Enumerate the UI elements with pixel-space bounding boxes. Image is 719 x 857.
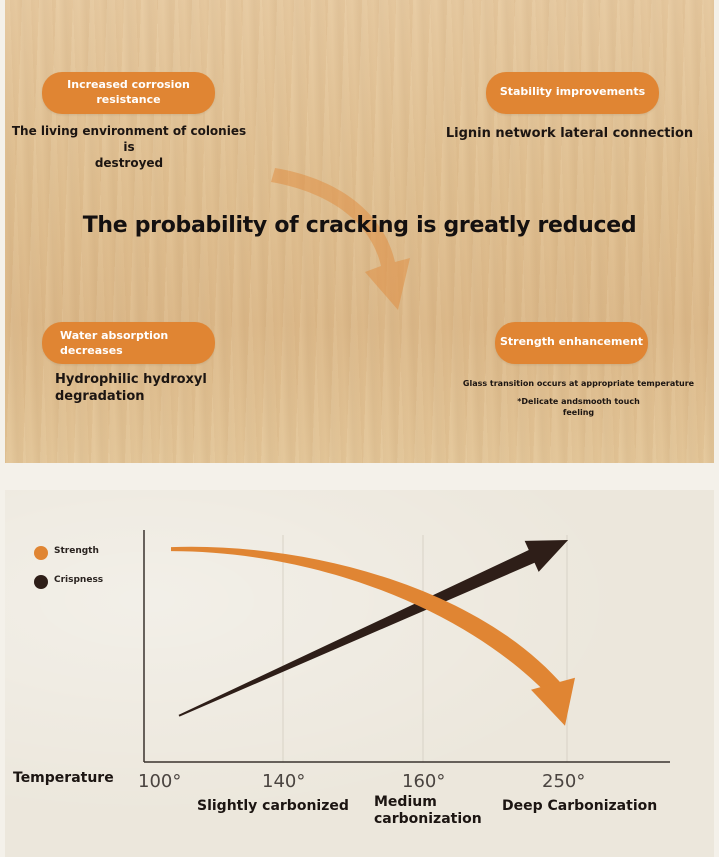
legend-swatch-crispness [34, 575, 48, 589]
wood-panel [5, 0, 714, 463]
badge-line: Strength enhancement [499, 335, 644, 348]
x-tick-label: 140° [262, 771, 306, 792]
text-line: Glass transition occurs at appropriate temperature [462, 379, 695, 388]
x-tick-label: 160° [402, 771, 446, 792]
legend-swatch-strength [34, 546, 48, 560]
text-hydroxyl-degradation [55, 371, 207, 405]
text-lignin-network [425, 125, 714, 142]
text-glass-transition [443, 378, 714, 418]
x-tick-label: 250° [542, 771, 586, 792]
text-line: Hydrophilic hydroxyl [55, 372, 207, 387]
text-line: Lignin network lateral connection [445, 126, 694, 141]
badge-water-absorption [42, 322, 215, 364]
series-crispness-line [179, 540, 569, 717]
page-title: The probability of cracking is greatly reduced [82, 213, 637, 238]
category-label: Deep Carbonization [502, 798, 658, 814]
x-tick-label: 100° [138, 771, 182, 792]
badge-strength-enhancement [495, 322, 648, 364]
chart-panel [5, 490, 714, 857]
legend-label-crispness: Crispness [54, 575, 104, 585]
text-line: degradation [55, 389, 145, 404]
text-line: destroyed [94, 156, 164, 170]
legend-label-strength: Strength [54, 546, 99, 556]
badge-stability-improvements [486, 72, 659, 114]
text-line: feeling [562, 408, 595, 417]
badge-line: resistance [96, 93, 161, 106]
series-strength-arrowhead [531, 678, 575, 726]
badge-line: Increased corrosion [67, 78, 190, 91]
badge-line: Stability improvements [499, 85, 646, 98]
badge-corrosion-resistance [42, 72, 215, 114]
text-line: The living environment of colonies is [11, 124, 247, 154]
badge-line: decreases [60, 344, 123, 357]
text-colonies-destroyed [5, 123, 253, 171]
x-axis-title: Temperature [13, 770, 114, 786]
category-label: Slightly carbonized [197, 798, 349, 814]
badge-line: Water absorption [60, 329, 169, 342]
text-line: *Delicate andsmooth touch [517, 397, 640, 406]
category-label: Medium carbonization [374, 794, 482, 827]
